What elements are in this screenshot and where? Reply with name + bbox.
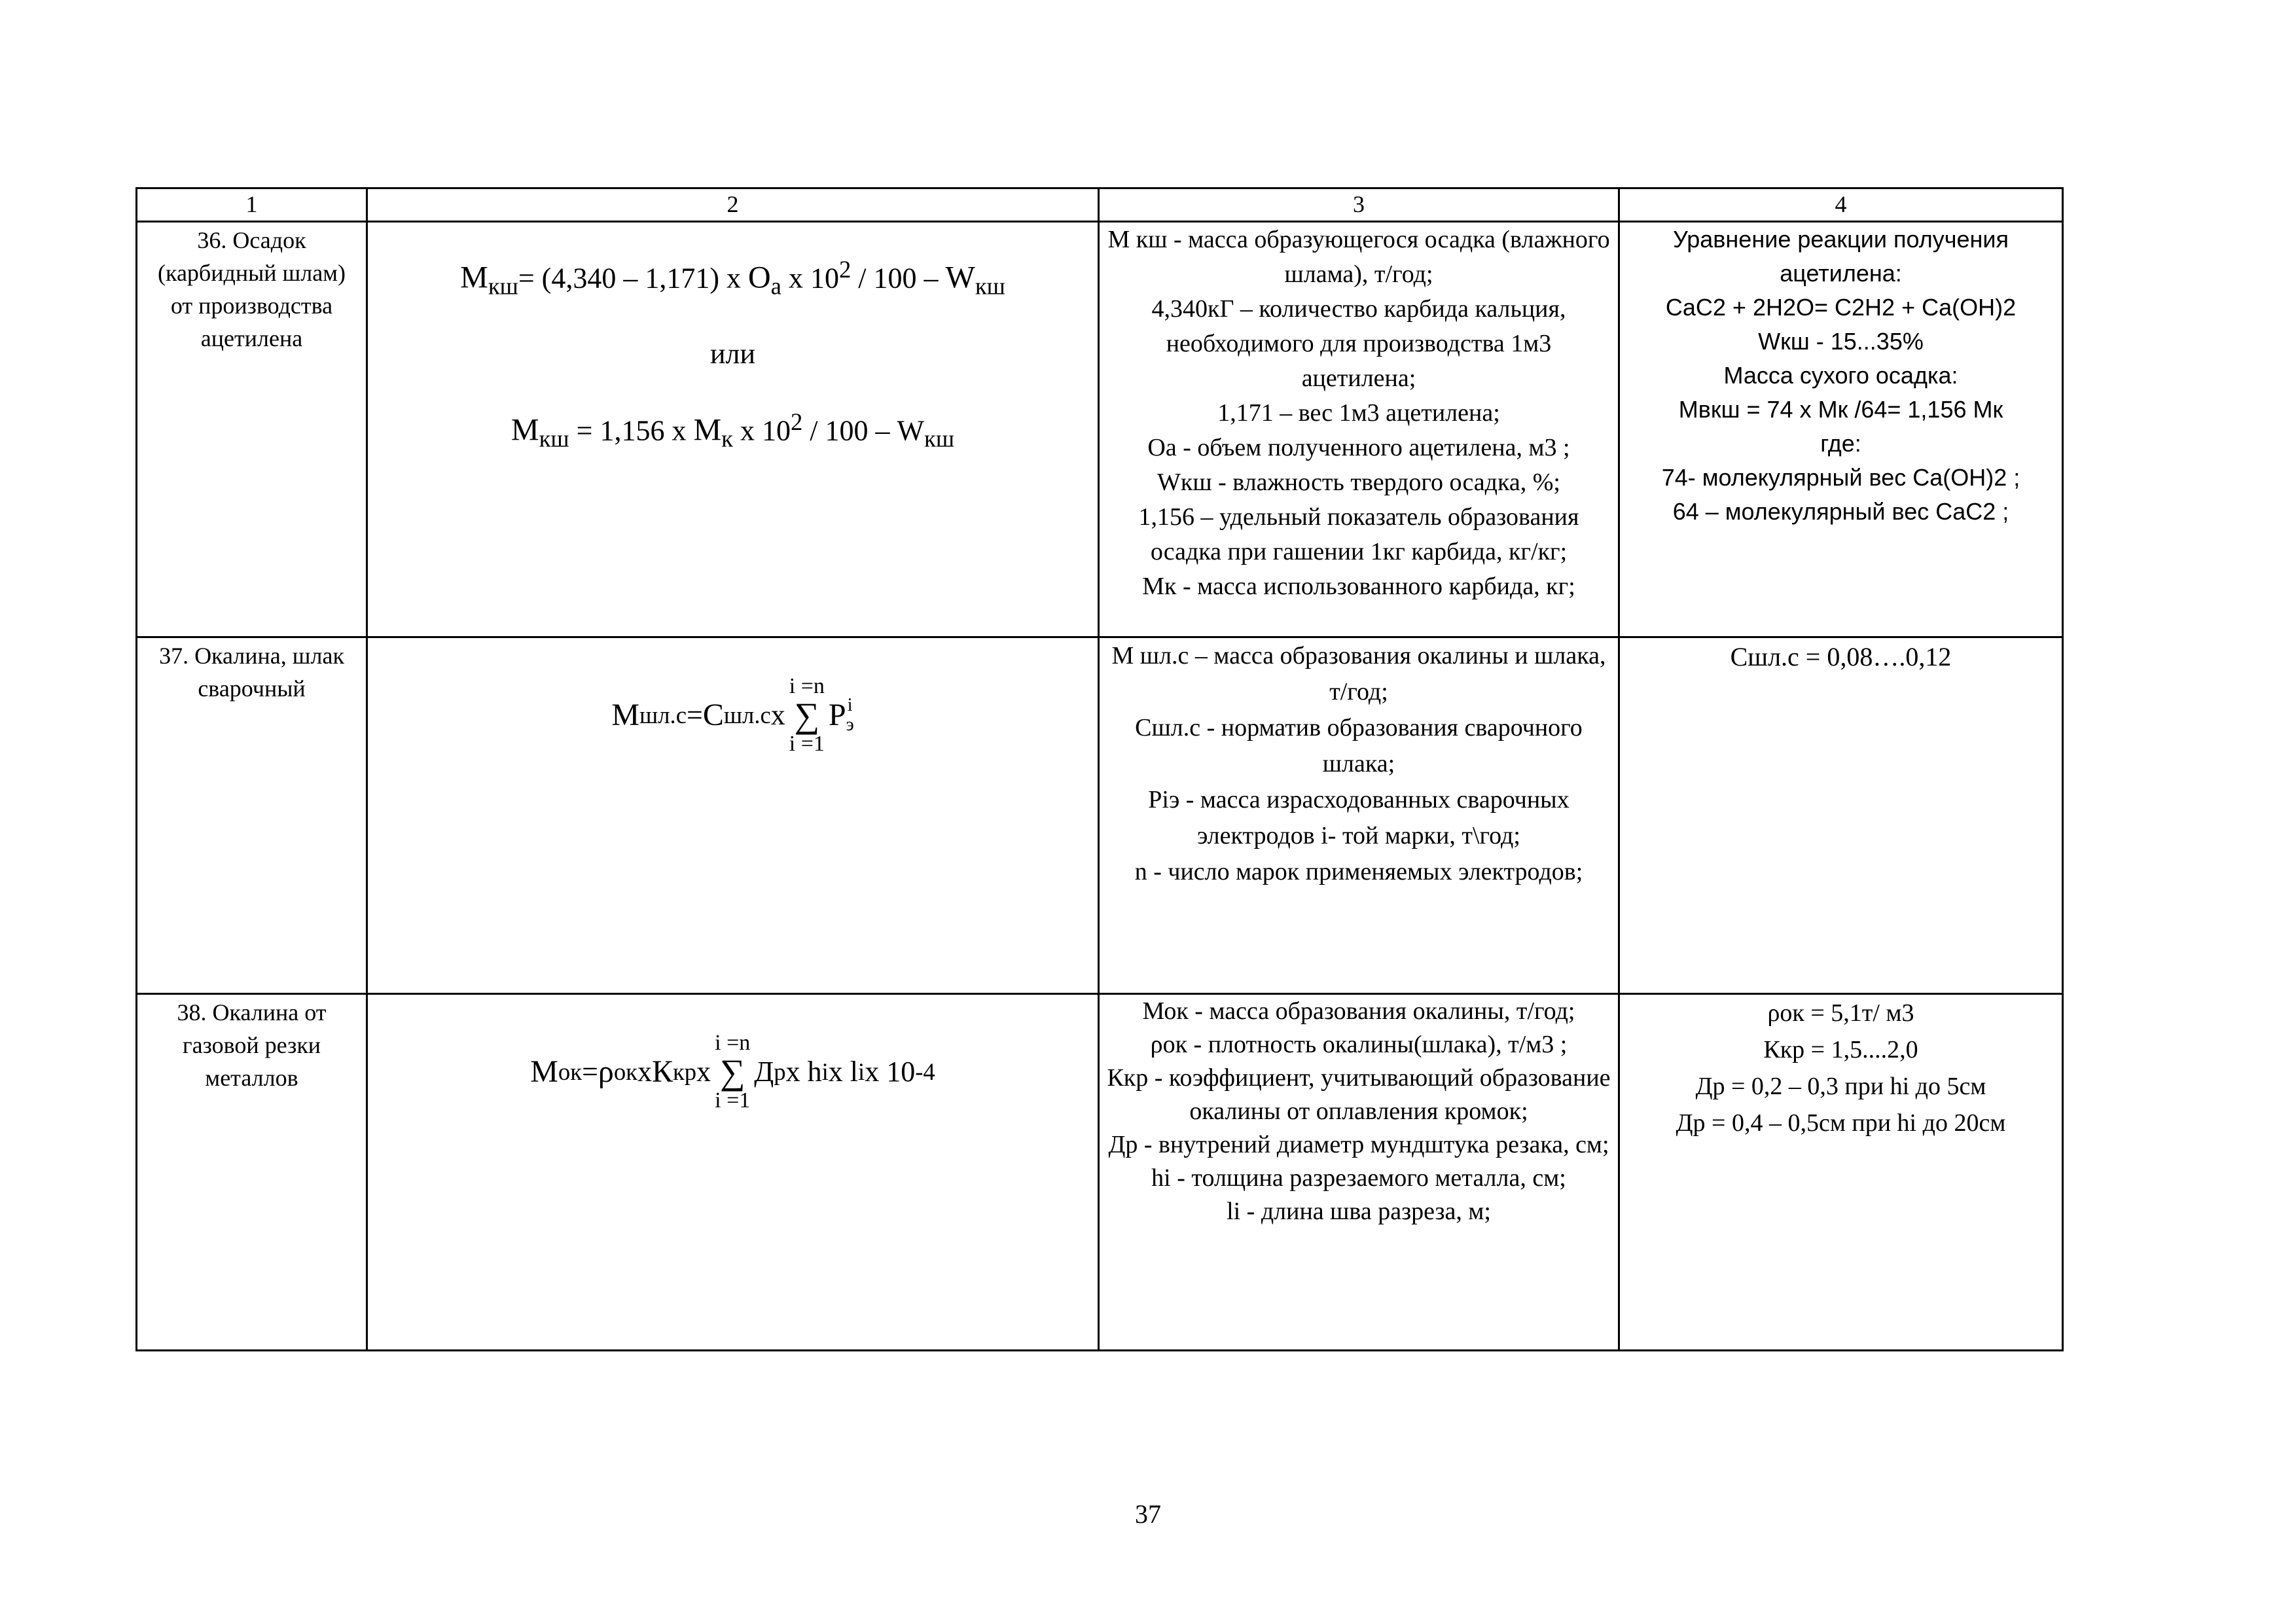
desc-line: 1,156 – удельный показатель образования осадка при гашении 1кг карбида, кг/кг;	[1138, 503, 1579, 565]
formula-37: М шл.с = С шл.с х i =n ∑ i =1 Р i э	[611, 674, 854, 756]
note-line: Wкш - 15...35%	[1758, 328, 1924, 355]
row-36-description	[1099, 222, 1619, 637]
note-line: Ккр = 1,5....2,0	[1763, 1036, 1918, 1063]
note-line: ρок = 5,1т/ м3	[1767, 999, 1914, 1027]
table-row-37	[137, 637, 2063, 994]
note-line: 74- молекулярный вес Ca(OH)2 ;	[1661, 464, 2020, 491]
table-row-36	[137, 222, 2063, 637]
desc-line: Мок - масса образования окалины, т/год;	[1142, 997, 1575, 1025]
desc-line: li - длина шва разреза, м;	[1227, 1198, 1491, 1225]
row-37-notes	[1619, 637, 2063, 994]
row-37-description	[1099, 637, 1619, 994]
desc-line: ρок - плотность окалины(шлака), т/м3 ;	[1150, 1031, 1568, 1058]
note-line: Уравнение реакции получения ацетилена:	[1673, 226, 2009, 287]
desc-line: Мк - масса использованного карбида, кг;	[1142, 573, 1575, 600]
note-line: Др = 0,4 – 0,5см при hi до 20см	[1676, 1109, 2006, 1137]
desc-line: n - число марок применяемых электродов;	[1134, 858, 1583, 885]
formula-or: или	[709, 338, 756, 370]
desc-line: 4,340кГ – количество карбида кальция, необходимого для производства 1м3 ацетилена;	[1151, 295, 1566, 392]
row-36-notes	[1619, 222, 2063, 637]
row-37-name: 37. Окалина, шлак сварочный	[137, 637, 367, 994]
row-38-notes	[1619, 994, 2063, 1351]
header-col-3: 3	[1099, 188, 1619, 222]
table-row-38	[137, 994, 2063, 1351]
sum-operator: i =n ∑ i =1	[789, 674, 825, 756]
formula-38: М ок = ρ ок х К кр х i =n ∑ i =1 Д р х h i х l i х 10 -4	[530, 1031, 935, 1113]
note-line: Др = 0,2 – 0,3 при hi до 5см	[1695, 1073, 1986, 1100]
sum-operator: i =n ∑ i =1	[715, 1031, 751, 1113]
row-36-formula	[367, 222, 1099, 637]
header-col-4: 4	[1619, 188, 2063, 222]
row-38-formula	[367, 994, 1099, 1351]
page-number: 37	[1135, 1499, 1161, 1529]
formula-36-main: $М_{кш}= (4,340 - 1,171)$ х $О_а$ х $10^2 / 100 - W_{кш}$	[460, 256, 1005, 300]
note-line: Мвкш = 74 х Мк /64= 1,156 Мк	[1678, 396, 2003, 423]
row-38-description	[1099, 994, 1619, 1351]
header-col-2: 2	[367, 188, 1099, 222]
row-37-formula	[367, 637, 1099, 994]
header-col-1: 1	[137, 188, 367, 222]
row-36-name: 36. Осадок (карбидный шлам) от производства ацетилена	[137, 222, 367, 637]
note-line: где:	[1820, 430, 1861, 457]
desc-line: Ккр - коэффициент, учитывающий образование окалины от оплавления кромок;	[1107, 1064, 1611, 1125]
note-line: CaC2 + 2H2O= C2H2 + Ca(OH)2	[1665, 294, 2017, 321]
desc-line: Др - внутрений диаметр мундштука резака, см;	[1108, 1131, 1609, 1158]
formula-table	[135, 187, 2064, 1351]
desc-line: 1,171 – вес 1м3 ацетилена;	[1217, 399, 1500, 427]
desc-line: Оа - объем полученного ацетилена, м3 ;	[1147, 434, 1570, 461]
row-38-name: 38. Окалина от газовой резки металлов	[137, 994, 367, 1351]
formula-36-alt: $М_{кш} = 1,156$ х $М_к$ х $10^2 / 100 - W_{кш}$	[511, 408, 955, 452]
desc-line: М шл.с – масса образования окалины и шлака, т/год;	[1111, 642, 1606, 705]
desc-line: Wкш - влажность твердого осадка, %;	[1157, 469, 1560, 496]
desc-line: Сшл.с - норматив образования сварочного шлака;	[1135, 714, 1583, 777]
note-line: Масса сухого осадка:	[1723, 362, 1958, 389]
header-row	[137, 188, 2063, 222]
note-line: Сшл.с = 0,08….0,12	[1730, 642, 1952, 671]
desc-line: М кш - масса образующегося осадка (влажного шлама), т/год;	[1107, 226, 1610, 288]
desc-line: hi - толщина разрезаемого металла, см;	[1151, 1164, 1566, 1192]
desc-line: Рiэ - масса израсходованных сварочных электродов i- той марки, т\год;	[1148, 786, 1570, 849]
note-line: 64 – молекулярный вес CaC2 ;	[1672, 498, 2009, 525]
